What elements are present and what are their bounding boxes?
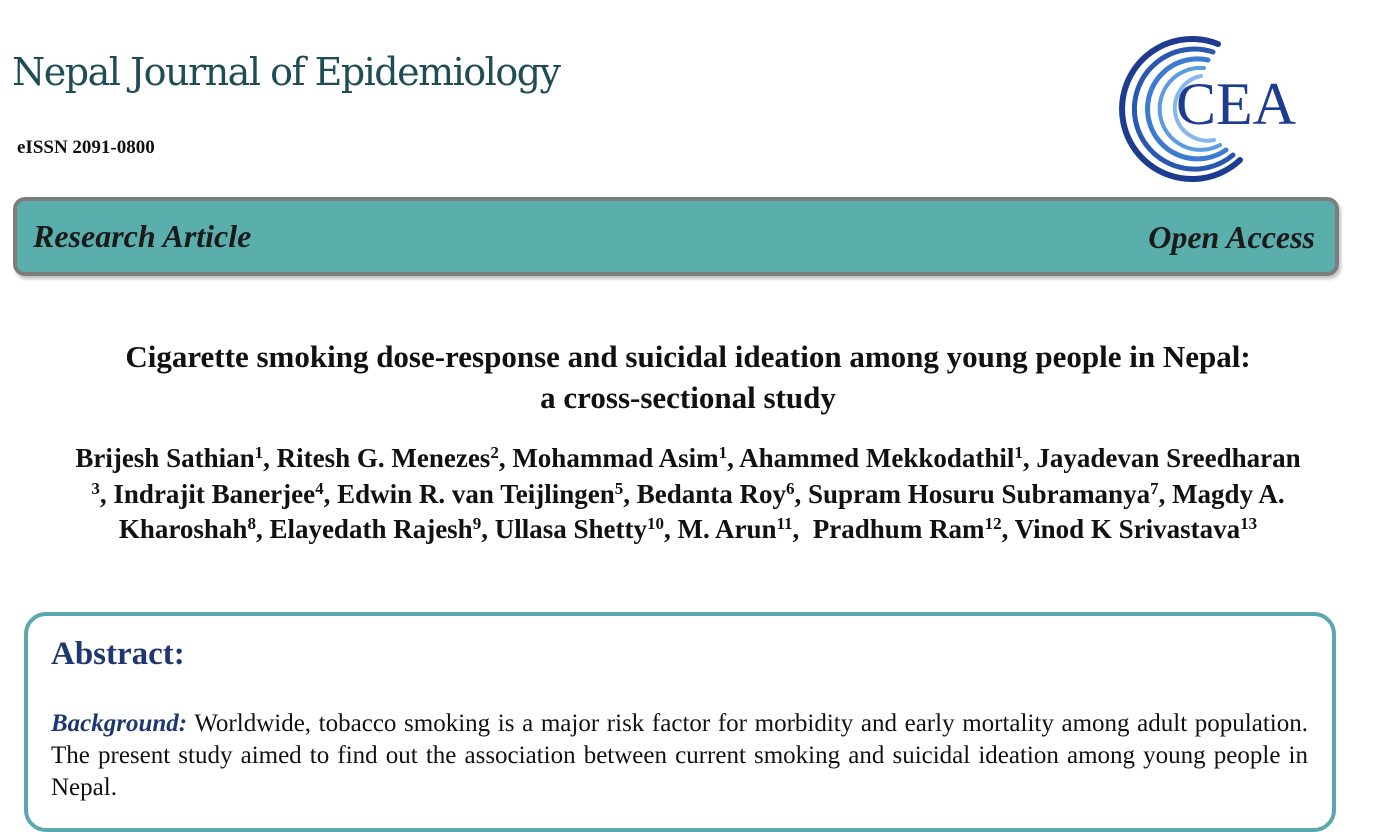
author-list: [40, 441, 1336, 548]
author-affiliation: 8: [247, 514, 256, 533]
author-separator: ,: [1022, 443, 1037, 473]
article-type-label: Research Article: [33, 218, 252, 254]
access-label: Open Access: [1148, 219, 1315, 255]
article-title-line2: a cross-sectional study: [540, 380, 836, 415]
author-separator: ,: [255, 514, 270, 544]
author-name: Vinod K Srivastava: [1014, 514, 1241, 544]
author-affiliation: 1: [1014, 443, 1023, 462]
author-separator: ,: [99, 478, 114, 509]
article-banner: [13, 197, 1339, 276]
eissn-label: eISSN 2091-0800: [17, 137, 155, 158]
abstract-heading: Abstract:: [51, 636, 185, 672]
article-title-line1: Cigarette smoking dose-response and suicidal ideation among young people in Nepal:: [125, 339, 1251, 374]
background-text: Worldwide, tobacco smoking is a major risk factor for morbidity and early mortality among adult population. The present study aimed to find out the association between current smoking and suicidal ideation among young people in Nepal.: [51, 710, 1308, 801]
journal-title: Nepal Journal of Epidemiology: [12, 50, 560, 94]
author-name: Magdy A. Kharoshah: [118, 478, 1285, 544]
author-separator: ,: [663, 514, 678, 544]
author-separator: ,: [794, 478, 808, 509]
author-separator: ,: [263, 443, 277, 473]
author-name: Supram Hosuru Subramanya: [807, 478, 1151, 509]
author-separator: ,: [498, 443, 513, 473]
author-name: Pradhum Ram: [812, 514, 985, 544]
author-affiliation: 9: [472, 514, 482, 533]
cea-logo: [1118, 22, 1318, 184]
author-name: Bedanta Roy: [636, 478, 786, 509]
author-name: Indrajit Banerjee: [113, 478, 316, 509]
abstract-box: [24, 612, 1336, 832]
author-name: Ahammed Mekkodathil: [739, 443, 1015, 473]
author-affiliation: 6: [785, 478, 795, 498]
author-affiliation: 5: [614, 478, 624, 498]
author-affiliation: 1: [718, 443, 728, 462]
author-name: Mohammad Asim: [512, 443, 719, 473]
author-name: Elayedath Rajesh: [269, 514, 473, 544]
author-separator: ,: [323, 478, 338, 509]
author-separator: ,: [792, 514, 813, 544]
abstract-background: [51, 708, 1308, 804]
author-separator: ,: [623, 478, 637, 509]
author-name: Ritesh G. Menezes: [276, 443, 491, 473]
author-affiliation: 12: [984, 514, 1002, 533]
author-name: Brijesh Sathian: [75, 443, 255, 473]
author-affiliation: 4: [315, 478, 324, 498]
author-separator: ,: [1001, 514, 1015, 544]
article-title: [0, 336, 1376, 418]
author-separator: ,: [481, 514, 495, 544]
author-name: Jayadevan Sreedharan: [1036, 443, 1301, 473]
author-affiliation: 1: [254, 443, 264, 462]
author-name: Edwin R. van Teijlingen: [337, 478, 615, 509]
background-label: Background:: [51, 710, 188, 737]
author-affiliation: 2: [490, 443, 499, 462]
author-affiliation: 10: [646, 514, 664, 533]
author-name: Ullasa Shetty: [494, 514, 647, 544]
author-separator: ,: [1158, 478, 1173, 509]
logo-text: CEA: [1176, 71, 1296, 137]
author-affiliation: 7: [1150, 478, 1159, 498]
author-name: M. Arun: [677, 514, 777, 544]
author-separator: ,: [727, 443, 740, 473]
author-affiliation: 11: [776, 514, 793, 533]
author-affiliation: 3: [91, 478, 100, 498]
author-affiliation: 13: [1240, 514, 1258, 533]
